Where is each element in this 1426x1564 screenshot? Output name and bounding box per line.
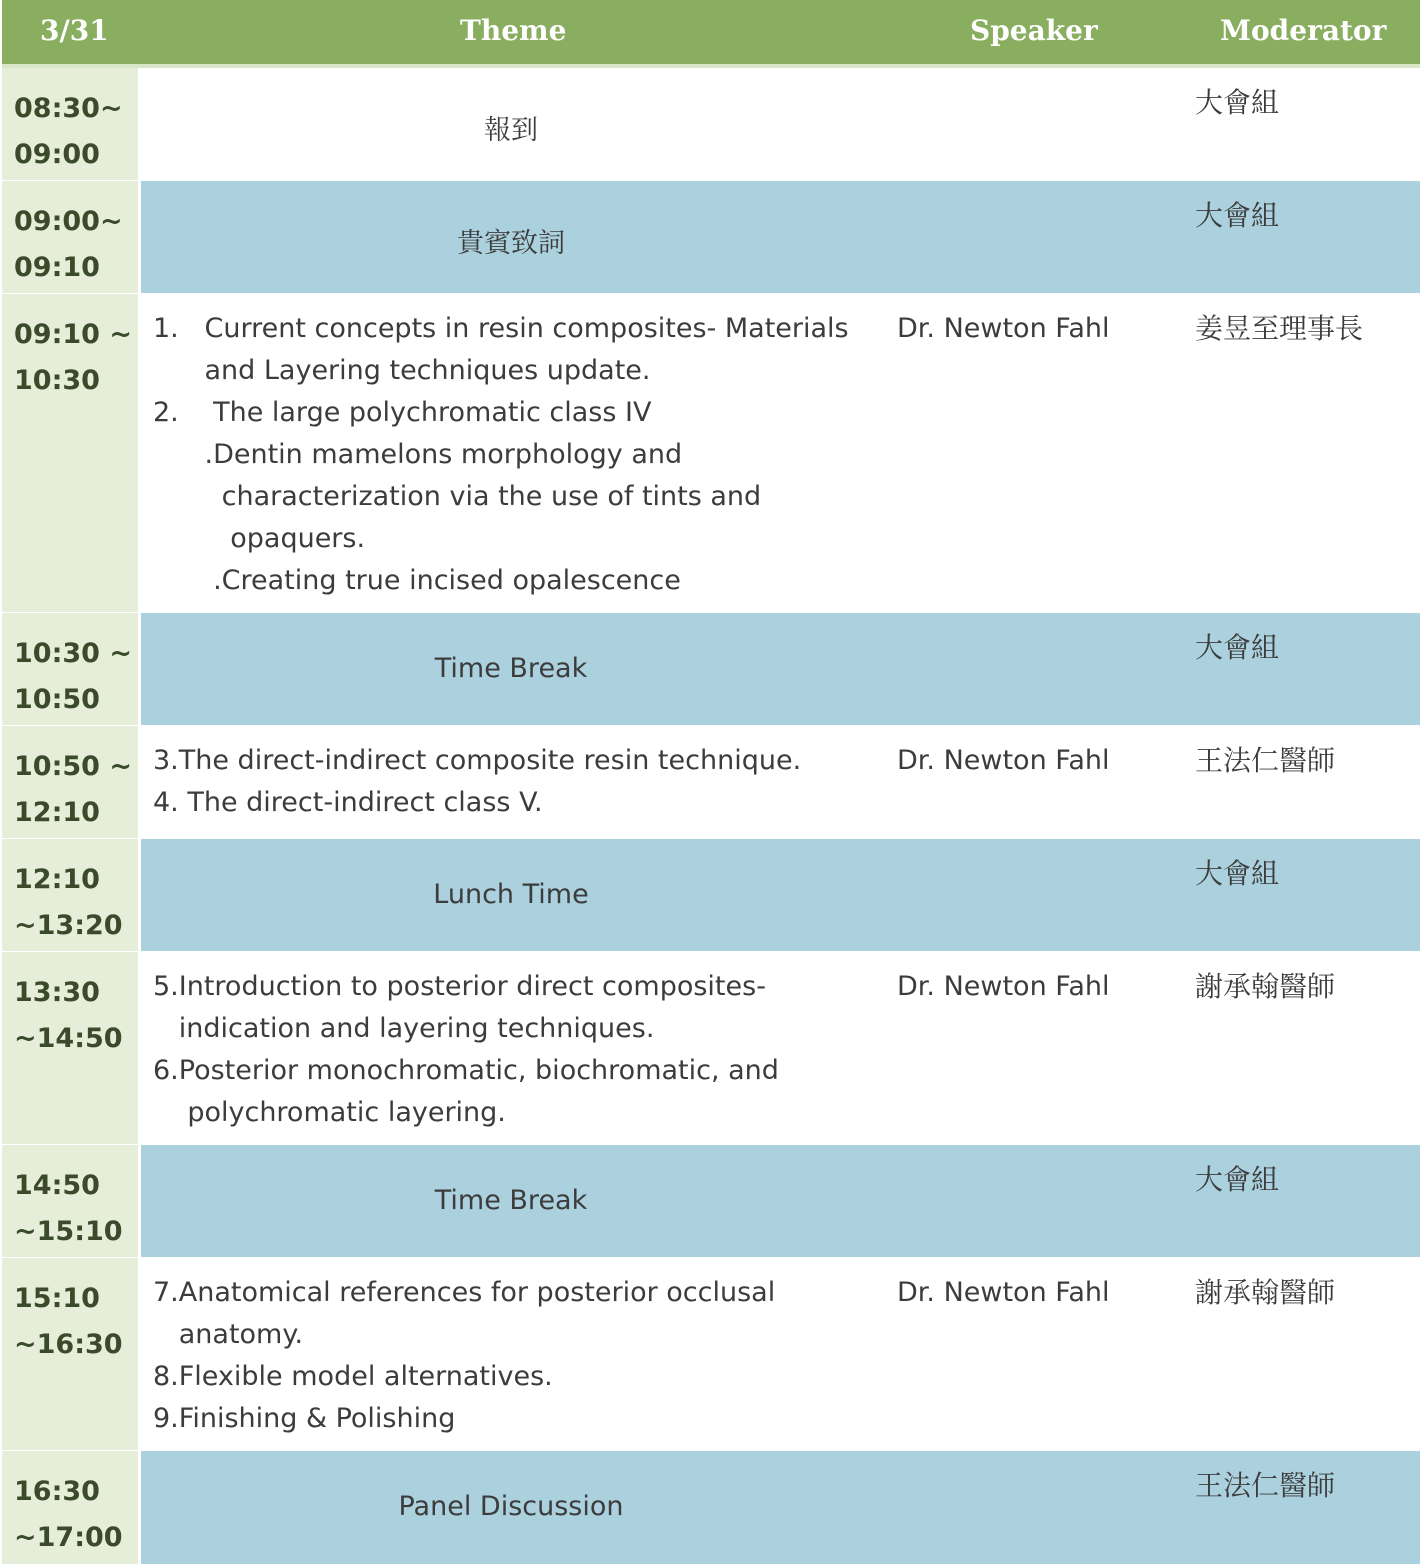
- table-row: [2, 1258, 1420, 1450]
- header-speaker: Speaker: [970, 14, 1098, 47]
- time-end: ~15:10: [14, 1216, 123, 1247]
- table-header: [2, 0, 1420, 64]
- table-row: [2, 839, 1420, 951]
- topic-line: anatomy.: [153, 1319, 304, 1350]
- time-cell: [2, 839, 138, 951]
- time-start: 10:30 ~: [14, 638, 132, 669]
- topic-line: 8.Flexible model alternatives.: [153, 1361, 553, 1392]
- topic-line: .Dentin mamelons morphology and: [153, 439, 683, 470]
- topic-line: 2. The large polychromatic class IV: [153, 397, 652, 428]
- topic-line: 5.Introduction to posterior direct composites-: [153, 971, 766, 1002]
- session-moderator: 大會組: [1195, 86, 1280, 119]
- session-moderator: 王法仁醫師: [1195, 1469, 1336, 1502]
- table-row: [2, 1145, 1420, 1257]
- session-moderator: 王法仁醫師: [1195, 744, 1336, 777]
- session-speaker: Dr. Newton Fahl: [897, 745, 1110, 776]
- time-start: 10:50 ~: [14, 751, 132, 782]
- time-end: 12:10: [14, 797, 100, 828]
- session-moderator: 謝承翰醫師: [1195, 970, 1336, 1003]
- session-body: [141, 952, 1420, 1144]
- table-row: [2, 726, 1420, 838]
- time-end: 10:30: [14, 365, 100, 396]
- table-row: [2, 952, 1420, 1144]
- topic-line: polychromatic layering.: [153, 1097, 506, 1128]
- time-cell: [2, 68, 138, 180]
- time-cell: [2, 1451, 138, 1564]
- time-end: ~17:00: [14, 1522, 123, 1553]
- table-row: [2, 68, 1420, 180]
- time-end: ~13:20: [14, 910, 123, 941]
- session-topics: [153, 966, 779, 1134]
- table-row: [2, 613, 1420, 725]
- topic-line: 4. The direct-indirect class V.: [153, 787, 543, 818]
- topic-line: 7.Anatomical references for posterior occlusal: [153, 1277, 776, 1308]
- session-body: [141, 68, 1420, 180]
- session-body: [141, 1258, 1420, 1450]
- time-end: ~16:30: [14, 1329, 123, 1360]
- time-start: 14:50: [14, 1170, 100, 1201]
- session-moderator: 大會組: [1195, 199, 1280, 232]
- time-cell: [2, 181, 138, 293]
- time-start: 12:10: [14, 864, 100, 895]
- session-body: [141, 726, 1420, 838]
- topic-line: and Layering techniques update.: [153, 355, 651, 386]
- session-speaker: Dr. Newton Fahl: [897, 313, 1110, 344]
- session-speaker: Dr. Newton Fahl: [897, 1277, 1110, 1308]
- time-cell: [2, 726, 138, 838]
- session-body: [141, 294, 1420, 612]
- session-title: Time Break: [434, 1185, 588, 1216]
- time-cell: [2, 1258, 138, 1450]
- time-start: 13:30: [14, 977, 100, 1008]
- session-body: [141, 1145, 1420, 1257]
- topic-line: opaquers.: [153, 523, 366, 554]
- session-moderator: 大會組: [1195, 1163, 1280, 1196]
- time-start: 09:10 ~: [14, 319, 132, 350]
- session-title: 報到: [484, 115, 538, 146]
- session-topics: [153, 740, 801, 824]
- table-row: [2, 294, 1420, 612]
- topic-line: 3.The direct-indirect composite resin technique.: [153, 745, 802, 776]
- session-moderator: 大會組: [1195, 631, 1280, 664]
- topic-line: 1. Current concepts in resin composites- Materials: [153, 313, 849, 344]
- session-topics: [153, 1272, 775, 1440]
- time-end: 09:10: [14, 252, 100, 283]
- session-title: 貴賓致詞: [457, 228, 565, 259]
- session-topics: [153, 308, 849, 602]
- session-speaker: Dr. Newton Fahl: [897, 971, 1110, 1002]
- session-moderator: 謝承翰醫師: [1195, 1276, 1336, 1309]
- time-start: 08:30~: [14, 93, 123, 124]
- topic-line: .Creating true incised opalescence: [153, 565, 681, 596]
- session-moderator: 大會組: [1195, 857, 1280, 890]
- time-cell: [2, 952, 138, 1144]
- session-moderator: 姜昱至理事長: [1195, 312, 1364, 345]
- time-cell: [2, 294, 138, 612]
- session-body: [141, 613, 1420, 725]
- topic-line: 9.Finishing & Polishing: [153, 1403, 456, 1434]
- time-end: ~14:50: [14, 1023, 123, 1054]
- time-start: 16:30: [14, 1476, 100, 1507]
- time-cell: [2, 1145, 138, 1257]
- table-row: [2, 181, 1420, 293]
- session-body: [141, 181, 1420, 293]
- session-title: Time Break: [434, 653, 588, 684]
- header-moderator: Moderator: [1220, 14, 1387, 47]
- time-end: 10:50: [14, 684, 100, 715]
- session-title: Panel Discussion: [398, 1491, 624, 1522]
- header-date: 3/31: [40, 14, 109, 47]
- table-row: [2, 1451, 1420, 1564]
- time-end: 09:00: [14, 139, 100, 170]
- topic-line: 6.Posterior monochromatic, biochromatic, and: [153, 1055, 779, 1086]
- time-cell: [2, 613, 138, 725]
- header-theme: Theme: [460, 14, 567, 47]
- time-start: 15:10: [14, 1283, 100, 1314]
- topic-line: characterization via the use of tints and: [153, 481, 762, 512]
- session-title: Lunch Time: [433, 879, 589, 910]
- session-body: [141, 839, 1420, 951]
- session-body: [141, 1451, 1420, 1564]
- time-start: 09:00~: [14, 206, 123, 237]
- topic-line: indication and layering techniques.: [153, 1013, 655, 1044]
